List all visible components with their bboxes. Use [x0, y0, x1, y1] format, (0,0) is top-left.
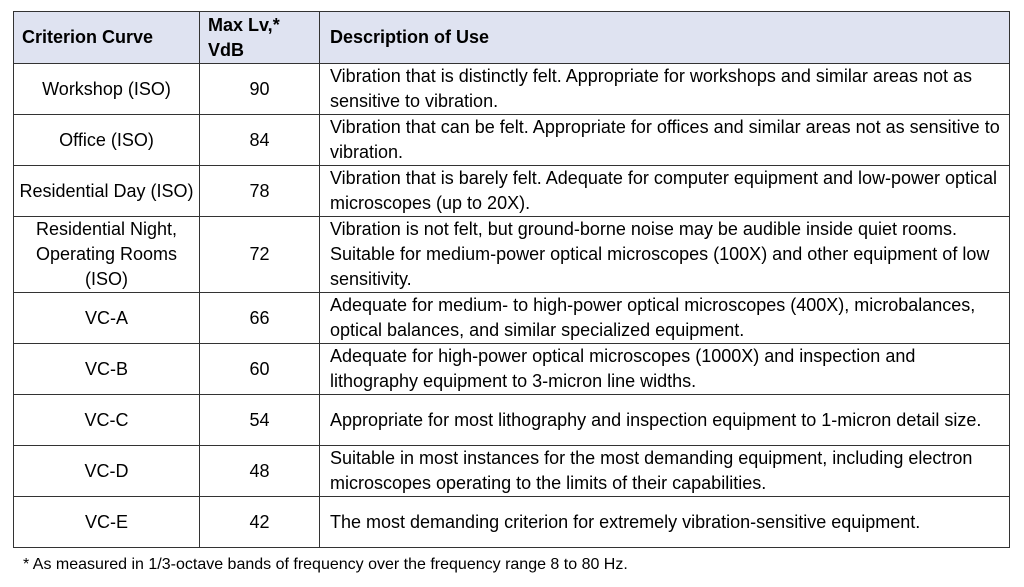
- vibration-criteria-table: [13, 11, 1010, 548]
- header-max-lv: Max Lv,* VdB: [200, 12, 320, 64]
- max-lv-cell: 60: [200, 344, 320, 395]
- max-lv-cell: 54: [200, 395, 320, 446]
- header-criterion-curve: Criterion Curve: [14, 12, 200, 64]
- table-row: [14, 217, 1010, 293]
- table-row: [14, 395, 1010, 446]
- max-lv-cell: 78: [200, 166, 320, 217]
- max-lv-cell: 48: [200, 446, 320, 497]
- criterion-curve-cell: Workshop (ISO): [14, 64, 200, 115]
- criterion-curve-cell: VC-E: [14, 497, 200, 548]
- table-row: [14, 293, 1010, 344]
- description-cell: Adequate for medium- to high-power optical microscopes (400X), microbalances, optical balances, and similar specialized equipment.: [320, 293, 1010, 344]
- table-row: [14, 497, 1010, 548]
- table-row: [14, 344, 1010, 395]
- max-lv-cell: 66: [200, 293, 320, 344]
- description-cell: Adequate for high-power optical microscopes (1000X) and inspection and lithography equipment to 3-micron line widths.: [320, 344, 1010, 395]
- max-lv-cell: 90: [200, 64, 320, 115]
- max-lv-cell: 42: [200, 497, 320, 548]
- criterion-curve-cell: Office (ISO): [14, 115, 200, 166]
- vibration-criteria-table-container: [13, 11, 1009, 548]
- max-lv-cell: 72: [200, 217, 320, 293]
- table-row: [14, 166, 1010, 217]
- criterion-curve-cell: VC-D: [14, 446, 200, 497]
- table-row: [14, 446, 1010, 497]
- description-cell: Vibration that can be felt. Appropriate for offices and similar areas not as sensitive to vibration.: [320, 115, 1010, 166]
- header-description: Description of Use: [320, 12, 1010, 64]
- header-row: [14, 12, 1010, 64]
- description-cell: Appropriate for most lithography and inspection equipment to 1-micron detail size.: [320, 395, 1010, 446]
- criterion-curve-cell: Residential Night, Operating Rooms (ISO): [14, 217, 200, 293]
- table-row: [14, 115, 1010, 166]
- max-lv-cell: 84: [200, 115, 320, 166]
- table-row: [14, 64, 1010, 115]
- criterion-curve-cell: Residential Day (ISO): [14, 166, 200, 217]
- criterion-curve-cell: VC-A: [14, 293, 200, 344]
- criterion-curve-cell: VC-B: [14, 344, 200, 395]
- description-cell: Vibration that is distinctly felt. Appropriate for workshops and similar areas not as sensitive to vibration.: [320, 64, 1010, 115]
- description-cell: The most demanding criterion for extremely vibration-sensitive equipment.: [320, 497, 1010, 548]
- footnote: * As measured in 1/3-octave bands of frequency over the frequency range 8 to 80 Hz.: [23, 556, 628, 573]
- criterion-curve-cell: VC-C: [14, 395, 200, 446]
- description-cell: Vibration is not felt, but ground-borne noise may be audible inside quiet rooms. Suitable for medium-power optical microscopes (100X) and other equipment of low sensitivity.: [320, 217, 1010, 293]
- description-cell: Suitable in most instances for the most demanding equipment, including electron microscopes operating to the limits of their capabilities.: [320, 446, 1010, 497]
- description-cell: Vibration that is barely felt. Adequate for computer equipment and low-power optical microscopes (up to 20X).: [320, 166, 1010, 217]
